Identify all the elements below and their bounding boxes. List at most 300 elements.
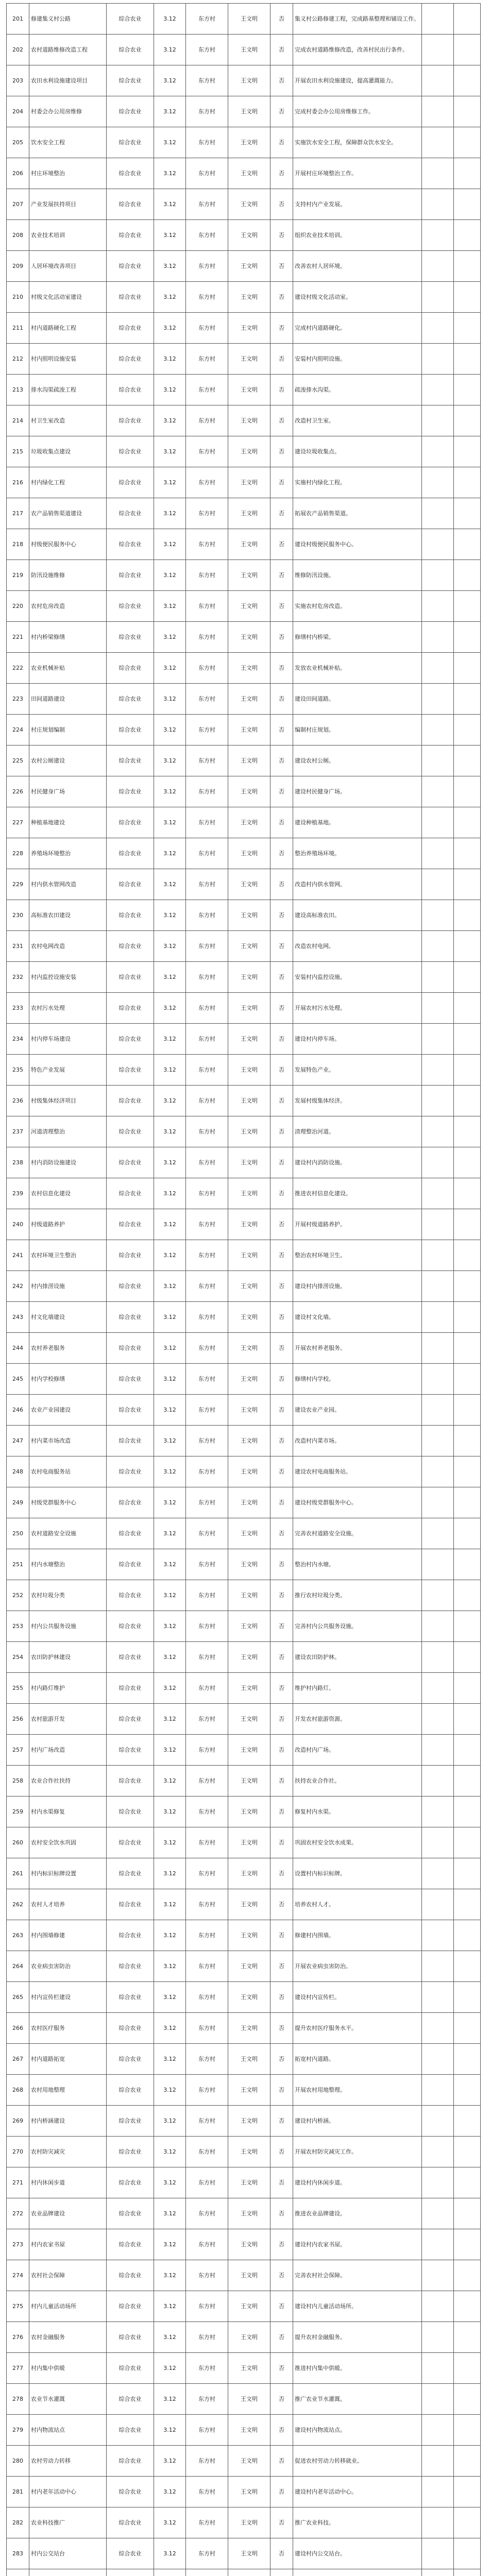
table-row (7, 1364, 481, 1395)
row-number-cell: 241 (7, 1240, 29, 1271)
project-name-cell: 村内排涝设施 (29, 1271, 107, 1302)
description-cell: 改造村内菜市场。 (293, 1426, 422, 1456)
project-name-cell: 村级便民服务中心 (29, 529, 107, 560)
date-cell: 3.12 (154, 1271, 186, 1302)
responsible-person-cell: 王文明 (228, 1580, 270, 1611)
table-row (7, 1766, 481, 1797)
location-cell: 东方村 (186, 405, 228, 436)
date-cell: 3.12 (154, 1209, 186, 1240)
note-cell (454, 282, 481, 313)
responsible-person-cell: 王文明 (228, 251, 270, 282)
category-cell (107, 2569, 154, 2576)
category-cell: 综合农业 (107, 2507, 154, 2538)
row-number-cell: 245 (7, 1364, 29, 1395)
category-cell: 综合农业 (107, 2384, 154, 2415)
date-cell: 3.12 (154, 1549, 186, 1580)
status-cell (422, 2322, 454, 2353)
flag-cell: 否 (270, 2384, 293, 2415)
flag-cell: 否 (270, 1147, 293, 1178)
category-cell: 综合农业 (107, 282, 154, 313)
description-cell: 推进农村信息化建设。 (293, 1178, 422, 1209)
description-cell: 建设村内儿童活动场所。 (293, 2291, 422, 2322)
location-cell: 东方村 (186, 2477, 228, 2507)
responsible-person-cell: 王文明 (228, 158, 270, 189)
date-cell: 3.12 (154, 2291, 186, 2322)
date-cell: 3.12 (154, 993, 186, 1024)
row-number-cell: 209 (7, 251, 29, 282)
location-cell: 东方村 (186, 127, 228, 158)
category-cell: 综合农业 (107, 2415, 154, 2446)
responsible-person-cell: 王文明 (228, 1982, 270, 2013)
row-number-cell: 225 (7, 745, 29, 776)
flag-cell: 否 (270, 1302, 293, 1333)
location-cell: 东方村 (186, 1858, 228, 1889)
note-cell (454, 375, 481, 405)
row-number-cell: 216 (7, 467, 29, 498)
note-cell (454, 962, 481, 993)
date-cell: 3.12 (154, 591, 186, 622)
date-cell: 3.12 (154, 1920, 186, 1951)
description-cell: 改造村内广场。 (293, 1735, 422, 1766)
date-cell: 3.12 (154, 1178, 186, 1209)
category-cell: 综合农业 (107, 1456, 154, 1487)
note-cell (454, 869, 481, 900)
row-number-cell: 256 (7, 1704, 29, 1735)
row-number-cell: 212 (7, 344, 29, 375)
note-cell (454, 653, 481, 684)
flag-cell: 否 (270, 1426, 293, 1456)
row-number-cell: 229 (7, 869, 29, 900)
responsible-person-cell: 王文明 (228, 807, 270, 838)
date-cell: 3.12 (154, 529, 186, 560)
project-name-cell: 农田水利设施建设项目 (29, 65, 107, 96)
status-cell (422, 1580, 454, 1611)
location-cell: 东方村 (186, 96, 228, 127)
description-cell: 建设村级便民服务中心。 (293, 529, 422, 560)
project-name-cell: 村内学校修缮 (29, 1364, 107, 1395)
project-name-cell: 村内公交站台 (29, 2538, 107, 2569)
date-cell: 3.12 (154, 869, 186, 900)
note-cell (454, 127, 481, 158)
flag-cell: 否 (270, 1487, 293, 1518)
responsible-person-cell: 王文明 (228, 1456, 270, 1487)
status-cell (422, 1364, 454, 1395)
description-cell: 建设村内公交站台。 (293, 2538, 422, 2569)
description-cell: 开展农田水利设施建设，提高灌溉能力。 (293, 65, 422, 96)
row-number-cell: 261 (7, 1858, 29, 1889)
date-cell: 3.12 (154, 807, 186, 838)
description-cell: 安装村内照明设施。 (293, 344, 422, 375)
status-cell (422, 1518, 454, 1549)
location-cell: 东方村 (186, 2384, 228, 2415)
table-row (7, 2538, 481, 2569)
date-cell: 3.12 (154, 1116, 186, 1147)
note-cell (454, 1302, 481, 1333)
responsible-person-cell: 王文明 (228, 96, 270, 127)
category-cell: 综合农业 (107, 1086, 154, 1116)
date-cell: 3.12 (154, 1395, 186, 1426)
location-cell: 东方村 (186, 807, 228, 838)
status-cell (422, 1673, 454, 1704)
project-name-cell: 农村旅游开发 (29, 1704, 107, 1735)
table-row (7, 1920, 481, 1951)
flag-cell: 否 (270, 2198, 293, 2229)
description-cell: 拓展农产品销售渠道。 (293, 498, 422, 529)
location-cell: 东方村 (186, 1055, 228, 1086)
date-cell: 3.12 (154, 158, 186, 189)
flag-cell: 否 (270, 2229, 293, 2260)
flag-cell (270, 2569, 293, 2576)
status-cell (422, 1271, 454, 1302)
row-number-cell: 203 (7, 65, 29, 96)
note-cell (454, 1147, 481, 1178)
flag-cell: 否 (270, 1704, 293, 1735)
location-cell: 东方村 (186, 1116, 228, 1147)
description-cell: 建设村内休闲步道。 (293, 2167, 422, 2198)
responsible-person-cell: 王文明 (228, 1797, 270, 1827)
row-number-cell: 260 (7, 1827, 29, 1858)
flag-cell: 否 (270, 869, 293, 900)
responsible-person-cell: 王文明 (228, 715, 270, 745)
flag-cell: 否 (270, 1178, 293, 1209)
category-cell: 综合农业 (107, 1364, 154, 1395)
responsible-person-cell: 王文明 (228, 344, 270, 375)
flag-cell: 否 (270, 467, 293, 498)
flag-cell: 否 (270, 251, 293, 282)
location-cell: 东方村 (186, 2291, 228, 2322)
row-number-cell: 278 (7, 2384, 29, 2415)
date-cell: 3.12 (154, 1055, 186, 1086)
responsible-person-cell: 王文明 (228, 436, 270, 467)
status-cell (422, 560, 454, 591)
row-number-cell: 271 (7, 2167, 29, 2198)
responsible-person-cell: 王文明 (228, 313, 270, 344)
category-cell: 综合农业 (107, 653, 154, 684)
flag-cell: 否 (270, 96, 293, 127)
responsible-person-cell: 王文明 (228, 1147, 270, 1178)
location-cell: 东方村 (186, 4, 228, 35)
table-row (7, 1858, 481, 1889)
note-cell (454, 1858, 481, 1889)
row-number-cell: 259 (7, 1797, 29, 1827)
date-cell: 3.12 (154, 745, 186, 776)
location-cell: 东方村 (186, 1024, 228, 1055)
description-cell: 发放农业机械补贴。 (293, 653, 422, 684)
project-name-cell: 农业产业园建设 (29, 1395, 107, 1426)
table-row (7, 1518, 481, 1549)
project-name-cell: 村级文化活动室建设 (29, 282, 107, 313)
table-row (7, 2013, 481, 2044)
row-number-cell: 217 (7, 498, 29, 529)
responsible-person-cell: 王文明 (228, 2229, 270, 2260)
location-cell: 东方村 (186, 1271, 228, 1302)
location-cell: 东方村 (186, 900, 228, 931)
date-cell: 3.12 (154, 622, 186, 653)
project-name-cell: 农业科技推广 (29, 2507, 107, 2538)
flag-cell: 否 (270, 1055, 293, 1086)
description-cell: 促进农村劳动力转移就业。 (293, 2446, 422, 2477)
table-row (7, 869, 481, 900)
project-name-cell: 村内照明设施安装 (29, 344, 107, 375)
responsible-person-cell: 王文明 (228, 1116, 270, 1147)
note-cell (454, 1797, 481, 1827)
responsible-person-cell: 王文明 (228, 1704, 270, 1735)
table-row (7, 1271, 481, 1302)
responsible-person-cell: 王文明 (228, 375, 270, 405)
flag-cell: 否 (270, 1116, 293, 1147)
table-row (7, 2106, 481, 2137)
flag-cell: 否 (270, 1209, 293, 1240)
date-cell: 3.12 (154, 1951, 186, 1982)
description-cell: 整治农村环境卫生。 (293, 1240, 422, 1271)
description-cell: 建设村级文化活动室。 (293, 282, 422, 313)
category-cell: 综合农业 (107, 2013, 154, 2044)
table-row (7, 1982, 481, 2013)
status-cell (422, 1086, 454, 1116)
row-number-cell: 265 (7, 1982, 29, 2013)
note-cell (454, 591, 481, 622)
flag-cell: 否 (270, 2446, 293, 2477)
category-cell: 综合农业 (107, 1673, 154, 1704)
date-cell: 3.12 (154, 127, 186, 158)
project-name-cell: 农村人才培养 (29, 1889, 107, 1920)
description-cell: 建设农村电商服务站。 (293, 1456, 422, 1487)
category-cell: 综合农业 (107, 2075, 154, 2106)
category-cell: 综合农业 (107, 560, 154, 591)
project-name-cell: 村卫生室改造 (29, 405, 107, 436)
description-cell: 组织农业技术培训。 (293, 220, 422, 251)
date-cell: 3.12 (154, 1580, 186, 1611)
status-cell (422, 1209, 454, 1240)
responsible-person-cell: 王文明 (228, 1024, 270, 1055)
category-cell: 综合农业 (107, 1920, 154, 1951)
flag-cell: 否 (270, 35, 293, 65)
flag-cell: 否 (270, 900, 293, 931)
date-cell: 3.12 (154, 2044, 186, 2075)
flag-cell: 否 (270, 220, 293, 251)
project-name-cell: 村内供水管网改造 (29, 869, 107, 900)
date-cell: 3.12 (154, 2167, 186, 2198)
description-cell: 开发农村旅游资源。 (293, 1704, 422, 1735)
project-name-cell: 村文化墙建设 (29, 1302, 107, 1333)
description-cell: 修缮村内学校。 (293, 1364, 422, 1395)
flag-cell: 否 (270, 1673, 293, 1704)
date-cell: 3.12 (154, 2260, 186, 2291)
date-cell: 3.12 (154, 220, 186, 251)
flag-cell: 否 (270, 1333, 293, 1364)
location-cell: 东方村 (186, 2229, 228, 2260)
row-number-cell: 226 (7, 776, 29, 807)
location-cell: 东方村 (186, 1549, 228, 1580)
status-cell (422, 1827, 454, 1858)
flag-cell: 否 (270, 776, 293, 807)
responsible-person-cell: 王文明 (228, 993, 270, 1024)
flag-cell: 否 (270, 1024, 293, 1055)
date-cell: 3.12 (154, 1735, 186, 1766)
note-cell (454, 1827, 481, 1858)
note-cell (454, 189, 481, 220)
date-cell: 3.12 (154, 1147, 186, 1178)
responsible-person-cell: 王文明 (228, 127, 270, 158)
row-number-cell: 239 (7, 1178, 29, 1209)
table-row (7, 1178, 481, 1209)
responsible-person-cell: 王文明 (228, 1642, 270, 1673)
row-number-cell: 223 (7, 684, 29, 715)
location-cell: 东方村 (186, 1456, 228, 1487)
note-cell (454, 1951, 481, 1982)
flag-cell: 否 (270, 745, 293, 776)
location-cell: 东方村 (186, 1951, 228, 1982)
description-cell: 巩固农村安全饮水成果。 (293, 1827, 422, 1858)
project-name-cell: 农村公厕建设 (29, 745, 107, 776)
date-cell: 3.12 (154, 1766, 186, 1797)
category-cell: 综合农业 (107, 2229, 154, 2260)
date-cell: 3.12 (154, 2538, 186, 2569)
responsible-person-cell: 王文明 (228, 2198, 270, 2229)
note-cell (454, 2322, 481, 2353)
location-cell: 东方村 (186, 529, 228, 560)
table-row (7, 35, 481, 65)
table-row (7, 1147, 481, 1178)
description-cell: 发展村级集体经济。 (293, 1086, 422, 1116)
date-cell: 3.12 (154, 1642, 186, 1673)
responsible-person-cell: 王文明 (228, 1302, 270, 1333)
category-cell: 综合农业 (107, 2137, 154, 2167)
date-cell: 3.12 (154, 900, 186, 931)
category-cell: 综合农业 (107, 1827, 154, 1858)
project-name-cell: 排水沟渠疏浚工程 (29, 375, 107, 405)
location-cell: 东方村 (186, 1302, 228, 1333)
table-row (7, 2137, 481, 2167)
category-cell: 综合农业 (107, 375, 154, 405)
note-cell (454, 1673, 481, 1704)
project-name-cell: 村内宣传栏建设 (29, 1982, 107, 2013)
note-cell (454, 2353, 481, 2384)
project-name-cell: 村级集体经济项目 (29, 1086, 107, 1116)
category-cell: 综合农业 (107, 1271, 154, 1302)
row-number-cell: 263 (7, 1920, 29, 1951)
description-cell: 建设田间道路。 (293, 684, 422, 715)
project-name-cell: 农村社会保障 (29, 2260, 107, 2291)
status-cell (422, 2044, 454, 2075)
table-row (7, 1889, 481, 1920)
note-cell (454, 1487, 481, 1518)
flag-cell: 否 (270, 529, 293, 560)
date-cell: 3.12 (154, 1518, 186, 1549)
project-name-cell: 村内休闲步道 (29, 2167, 107, 2198)
date-cell: 3.12 (154, 35, 186, 65)
responsible-person-cell: 王文明 (228, 2260, 270, 2291)
responsible-person-cell: 王文明 (228, 1766, 270, 1797)
responsible-person-cell: 王文明 (228, 776, 270, 807)
description-cell: 建设农业产业园。 (293, 1395, 422, 1426)
location-cell: 东方村 (186, 993, 228, 1024)
project-name-cell: 农业机械补贴 (29, 653, 107, 684)
category-cell: 综合农业 (107, 2106, 154, 2137)
project-name-cell: 农村劳动力转移 (29, 2446, 107, 2477)
row-number-cell: 264 (7, 1951, 29, 1982)
date-cell: 3.12 (154, 2137, 186, 2167)
status-cell (422, 776, 454, 807)
status-cell (422, 282, 454, 313)
date-cell: 3.12 (154, 2415, 186, 2446)
note-cell (454, 2477, 481, 2507)
flag-cell: 否 (270, 1518, 293, 1549)
status-cell (422, 2538, 454, 2569)
project-name-cell: 农村安全饮水巩固 (29, 1827, 107, 1858)
row-number-cell: 269 (7, 2106, 29, 2137)
category-cell: 综合农业 (107, 1982, 154, 2013)
flag-cell: 否 (270, 1951, 293, 1982)
table-row (7, 1642, 481, 1673)
location-cell: 东方村 (186, 715, 228, 745)
project-name-cell: 高标准农田建设 (29, 900, 107, 931)
responsible-person-cell: 王文明 (228, 498, 270, 529)
category-cell: 综合农业 (107, 1611, 154, 1642)
category-cell: 综合农业 (107, 745, 154, 776)
status-cell (422, 2137, 454, 2167)
status-cell (422, 2353, 454, 2384)
date-cell: 3.12 (154, 2229, 186, 2260)
status-cell (422, 251, 454, 282)
project-name-cell: 村内老年活动中心 (29, 2477, 107, 2507)
category-cell: 综合农业 (107, 1240, 154, 1271)
flag-cell: 否 (270, 838, 293, 869)
flag-cell: 否 (270, 1086, 293, 1116)
category-cell: 综合农业 (107, 776, 154, 807)
location-cell: 东方村 (186, 2353, 228, 2384)
project-name-cell: 村庄规划编制 (29, 715, 107, 745)
project-name-cell: 种植基地建设 (29, 807, 107, 838)
note-cell (454, 344, 481, 375)
description-cell: 维护村内路灯。 (293, 1673, 422, 1704)
category-cell: 综合农业 (107, 1858, 154, 1889)
row-number-cell: 214 (7, 405, 29, 436)
description-cell: 编制村庄规划。 (293, 715, 422, 745)
description-cell: 安装村内监控设施。 (293, 962, 422, 993)
date-cell: 3.12 (154, 344, 186, 375)
note-cell (454, 436, 481, 467)
description-cell: 完善农村社会保障。 (293, 2260, 422, 2291)
table-row (7, 1611, 481, 1642)
table-row (7, 931, 481, 962)
status-cell (422, 1456, 454, 1487)
note-cell (454, 2106, 481, 2137)
table-row (7, 220, 481, 251)
date-cell: 3.12 (154, 405, 186, 436)
row-number-cell: 235 (7, 1055, 29, 1086)
project-name-cell: 村内道路硬化工程 (29, 313, 107, 344)
status-cell (422, 1735, 454, 1766)
project-name-cell: 农村环境卫生整治 (29, 1240, 107, 1271)
note-cell (454, 2291, 481, 2322)
project-name-cell: 村内停车场建设 (29, 1024, 107, 1055)
row-number-cell: 274 (7, 2260, 29, 2291)
note-cell (454, 2013, 481, 2044)
table-row (7, 251, 481, 282)
responsible-person-cell: 王文明 (228, 2167, 270, 2198)
note-cell (454, 1116, 481, 1147)
status-cell (422, 1611, 454, 1642)
project-name-cell: 农村电网改造 (29, 931, 107, 962)
row-number-cell: 238 (7, 1147, 29, 1178)
note-cell (454, 2229, 481, 2260)
date-cell: 3.12 (154, 4, 186, 35)
project-name-cell: 村庄环境整治 (29, 158, 107, 189)
table-row (7, 2322, 481, 2353)
row-number-cell: 268 (7, 2075, 29, 2106)
location-cell: 东方村 (186, 622, 228, 653)
